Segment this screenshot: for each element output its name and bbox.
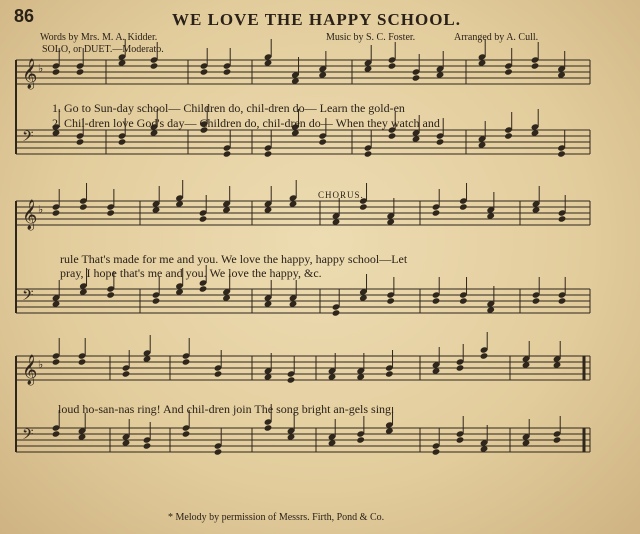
flat-sign-icon: ♭ xyxy=(38,204,44,216)
lyrics-system1-verse1: 1. Go to Sun-day school— Children do, chil-dren do— Learn the gold-en xyxy=(52,101,405,115)
lyrics-system1-verse2: 2. Chil-dren love God's day— Children do, chil-dren do— When they watch and xyxy=(52,116,440,130)
note-head xyxy=(106,291,115,298)
note-head xyxy=(287,376,296,383)
note-head xyxy=(456,436,465,443)
bass-clef-icon: 𝄢 xyxy=(22,287,34,308)
lyrics-system3: loud ho-san-nas ring! And chil-dren join The song bright an-gels sing. xyxy=(58,402,395,416)
note-head xyxy=(388,132,397,139)
note-head xyxy=(318,138,327,145)
note-head xyxy=(553,436,562,443)
note-head xyxy=(264,424,273,431)
bass-clef-icon: 𝄢 xyxy=(22,426,34,447)
note-head xyxy=(76,138,85,145)
note-head xyxy=(78,358,87,365)
note-head xyxy=(456,364,465,371)
treble-clef-icon: 𝄞 xyxy=(22,59,38,89)
note-head xyxy=(557,150,566,157)
note-head xyxy=(532,297,541,304)
note-head xyxy=(182,358,191,365)
note-head xyxy=(118,138,127,145)
words-credit: Words by Mrs. M. A. Kidder. xyxy=(40,32,158,43)
flat-sign-icon: ♭ xyxy=(38,63,44,75)
note-head xyxy=(432,448,441,455)
note-head xyxy=(364,150,373,157)
note-head xyxy=(359,203,368,210)
chorus-label: CHORUS. xyxy=(318,190,364,200)
note-head xyxy=(459,297,468,304)
note-head xyxy=(152,297,161,304)
note-head xyxy=(76,68,85,75)
note-head xyxy=(143,442,152,449)
note-head xyxy=(150,62,159,69)
note-head xyxy=(264,150,273,157)
note-head xyxy=(558,215,567,222)
note-head xyxy=(388,62,397,69)
note-head xyxy=(432,297,441,304)
note-head xyxy=(223,68,232,75)
note-head xyxy=(52,358,61,365)
note-head xyxy=(200,68,209,75)
note-head xyxy=(52,430,61,437)
flat-sign-icon: ♭ xyxy=(38,359,44,371)
note-head xyxy=(558,297,567,304)
footnote: * Melody by permission of Messrs. Firth, Pond & Co. xyxy=(168,512,385,523)
note-head xyxy=(52,68,61,75)
lyrics-system2-verse1: rule That's made for me and you. We love the happy, happy school—Let xyxy=(60,252,408,266)
note-head xyxy=(480,352,489,359)
note-head xyxy=(79,203,88,210)
note-head xyxy=(356,436,365,443)
treble-clef-icon: 𝄞 xyxy=(22,355,38,385)
treble-clef-icon: 𝄞 xyxy=(22,200,38,230)
note-head xyxy=(459,203,468,210)
note-head xyxy=(106,209,115,216)
note-head xyxy=(52,209,61,216)
note-head xyxy=(122,370,131,377)
note-head xyxy=(214,370,223,377)
note-head xyxy=(386,297,395,304)
note-head xyxy=(332,309,341,316)
tempo-marking: SOLO, or DUET.—Moderato. xyxy=(42,44,164,55)
note-head xyxy=(214,448,223,455)
arranger-credit: Arranged by A. Cull. xyxy=(454,32,539,43)
lyrics-system2-verse2: pray, I hope that's me and you. We love the happy, &c. xyxy=(60,266,322,280)
note-head xyxy=(199,285,208,292)
note-head xyxy=(182,430,191,437)
note-head xyxy=(436,138,445,145)
note-head xyxy=(199,215,208,222)
note-head xyxy=(531,62,540,69)
note-head xyxy=(432,209,441,216)
note-head xyxy=(504,132,513,139)
page-number: 86 xyxy=(14,6,35,26)
note-head xyxy=(223,150,232,157)
note-head xyxy=(504,68,513,75)
music-credit: Music by S. C. Foster. xyxy=(326,32,416,43)
song-title: WE LOVE THE HAPPY SCHOOL. xyxy=(172,10,462,29)
bass-clef-icon: 𝄢 xyxy=(22,128,34,149)
note-head xyxy=(385,370,394,377)
note-head xyxy=(412,74,421,81)
